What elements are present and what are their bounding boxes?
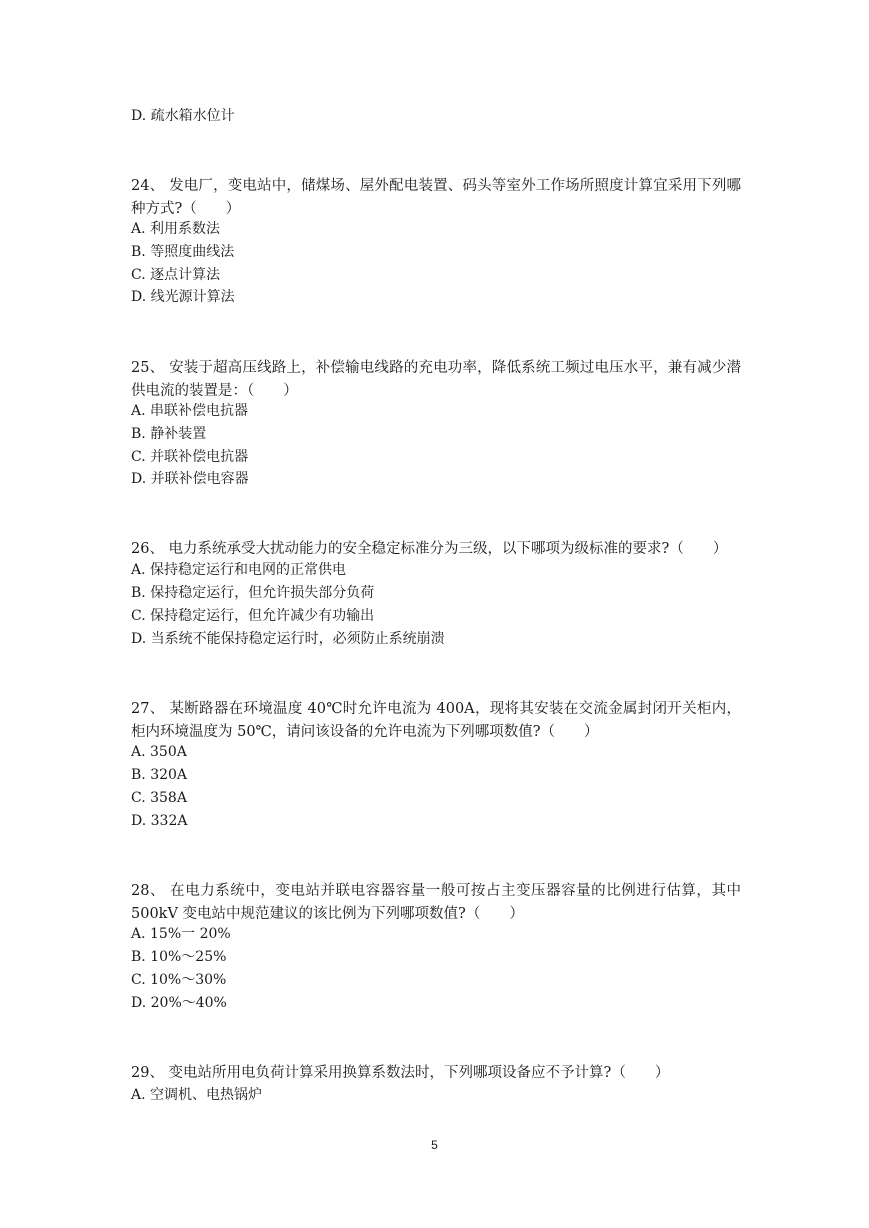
question-28-option-b: B. 10%～25% — [131, 949, 227, 965]
option-d: D. 疏水箱水位计 — [131, 108, 235, 124]
question-26-option-d: D. 当系统不能保持稳定运行时，必须防止系统崩溃 — [131, 631, 445, 647]
question-27-option-d: D. 332A — [131, 813, 188, 829]
question-25-option-d: D. 并联补偿电容器 — [131, 471, 249, 487]
question-26-option-b: B. 保持稳定运行，但允许损失部分负荷 — [131, 585, 375, 601]
question-26-option-c: C. 保持稳定运行，但允许减少有功输出 — [131, 608, 375, 624]
page-number: 5 — [431, 1138, 438, 1152]
question-24-option-b: B. 等照度曲线法 — [131, 244, 235, 260]
question-26-option-a: A. 保持稳定运行和电网的正常供电 — [131, 562, 347, 578]
question-27-stem: 27、 某断路器在环境温度 40℃时允许电流为 400A，现将其安装在交流金属封闭开关柜内，柜内环境温度为 50℃，请问该设备的允许电流为下列哪项数值?（ ） — [131, 701, 741, 740]
question-29-stem: 29、 变电站所用电负荷计算采用换算系数法时，下列哪项设备应不予计算?（ ） — [131, 1065, 670, 1081]
question-26-stem: 26、 电力系统承受大扰动能力的安全稳定标准分为三级，以下哪项为级标准的要求?（ ） — [131, 541, 728, 557]
question-25-option-b: B. 静补装置 — [131, 426, 207, 442]
question-24-option-a: A. 利用系数法 — [131, 221, 221, 237]
question-25-option-a: A. 串联补偿电抗器 — [131, 403, 249, 419]
question-28-option-c: C. 10%～30% — [131, 972, 227, 988]
question-27-option-c: C. 358A — [131, 790, 187, 806]
question-27-option-b: B. 320A — [131, 767, 188, 783]
question-27-option-a: A. 350A — [131, 744, 187, 760]
question-28-option-d: D. 20%～40% — [131, 995, 227, 1011]
question-25-option-c: C. 并联补偿电抗器 — [131, 449, 249, 465]
question-28-stem: 28、 在电力系统中，变电站并联电容器容量一般可按占主变压器容量的比例进行估算，其中 500kV 变电站中规范建议的该比例为下列哪项数值?（ ） — [131, 883, 741, 922]
question-29-option-a: A. 空调机、电热锅炉 — [131, 1087, 263, 1103]
question-24-option-c: C. 逐点计算法 — [131, 267, 221, 283]
question-28-option-a: A. 15%一 20% — [131, 926, 231, 942]
question-24-option-d: D. 线光源计算法 — [131, 289, 235, 305]
question-24-stem: 24、 发电厂，变电站中，储煤场、屋外配电装置、码头等室外工作场所照度计算宜采用下列哪种方式?（ ） — [131, 178, 741, 217]
question-25-stem: 25、 安装于超高压线路上，补偿输电线路的充电功率，降低系统工频过电压水平，兼有减少潜供电流的装置是：（ ） — [131, 360, 741, 399]
